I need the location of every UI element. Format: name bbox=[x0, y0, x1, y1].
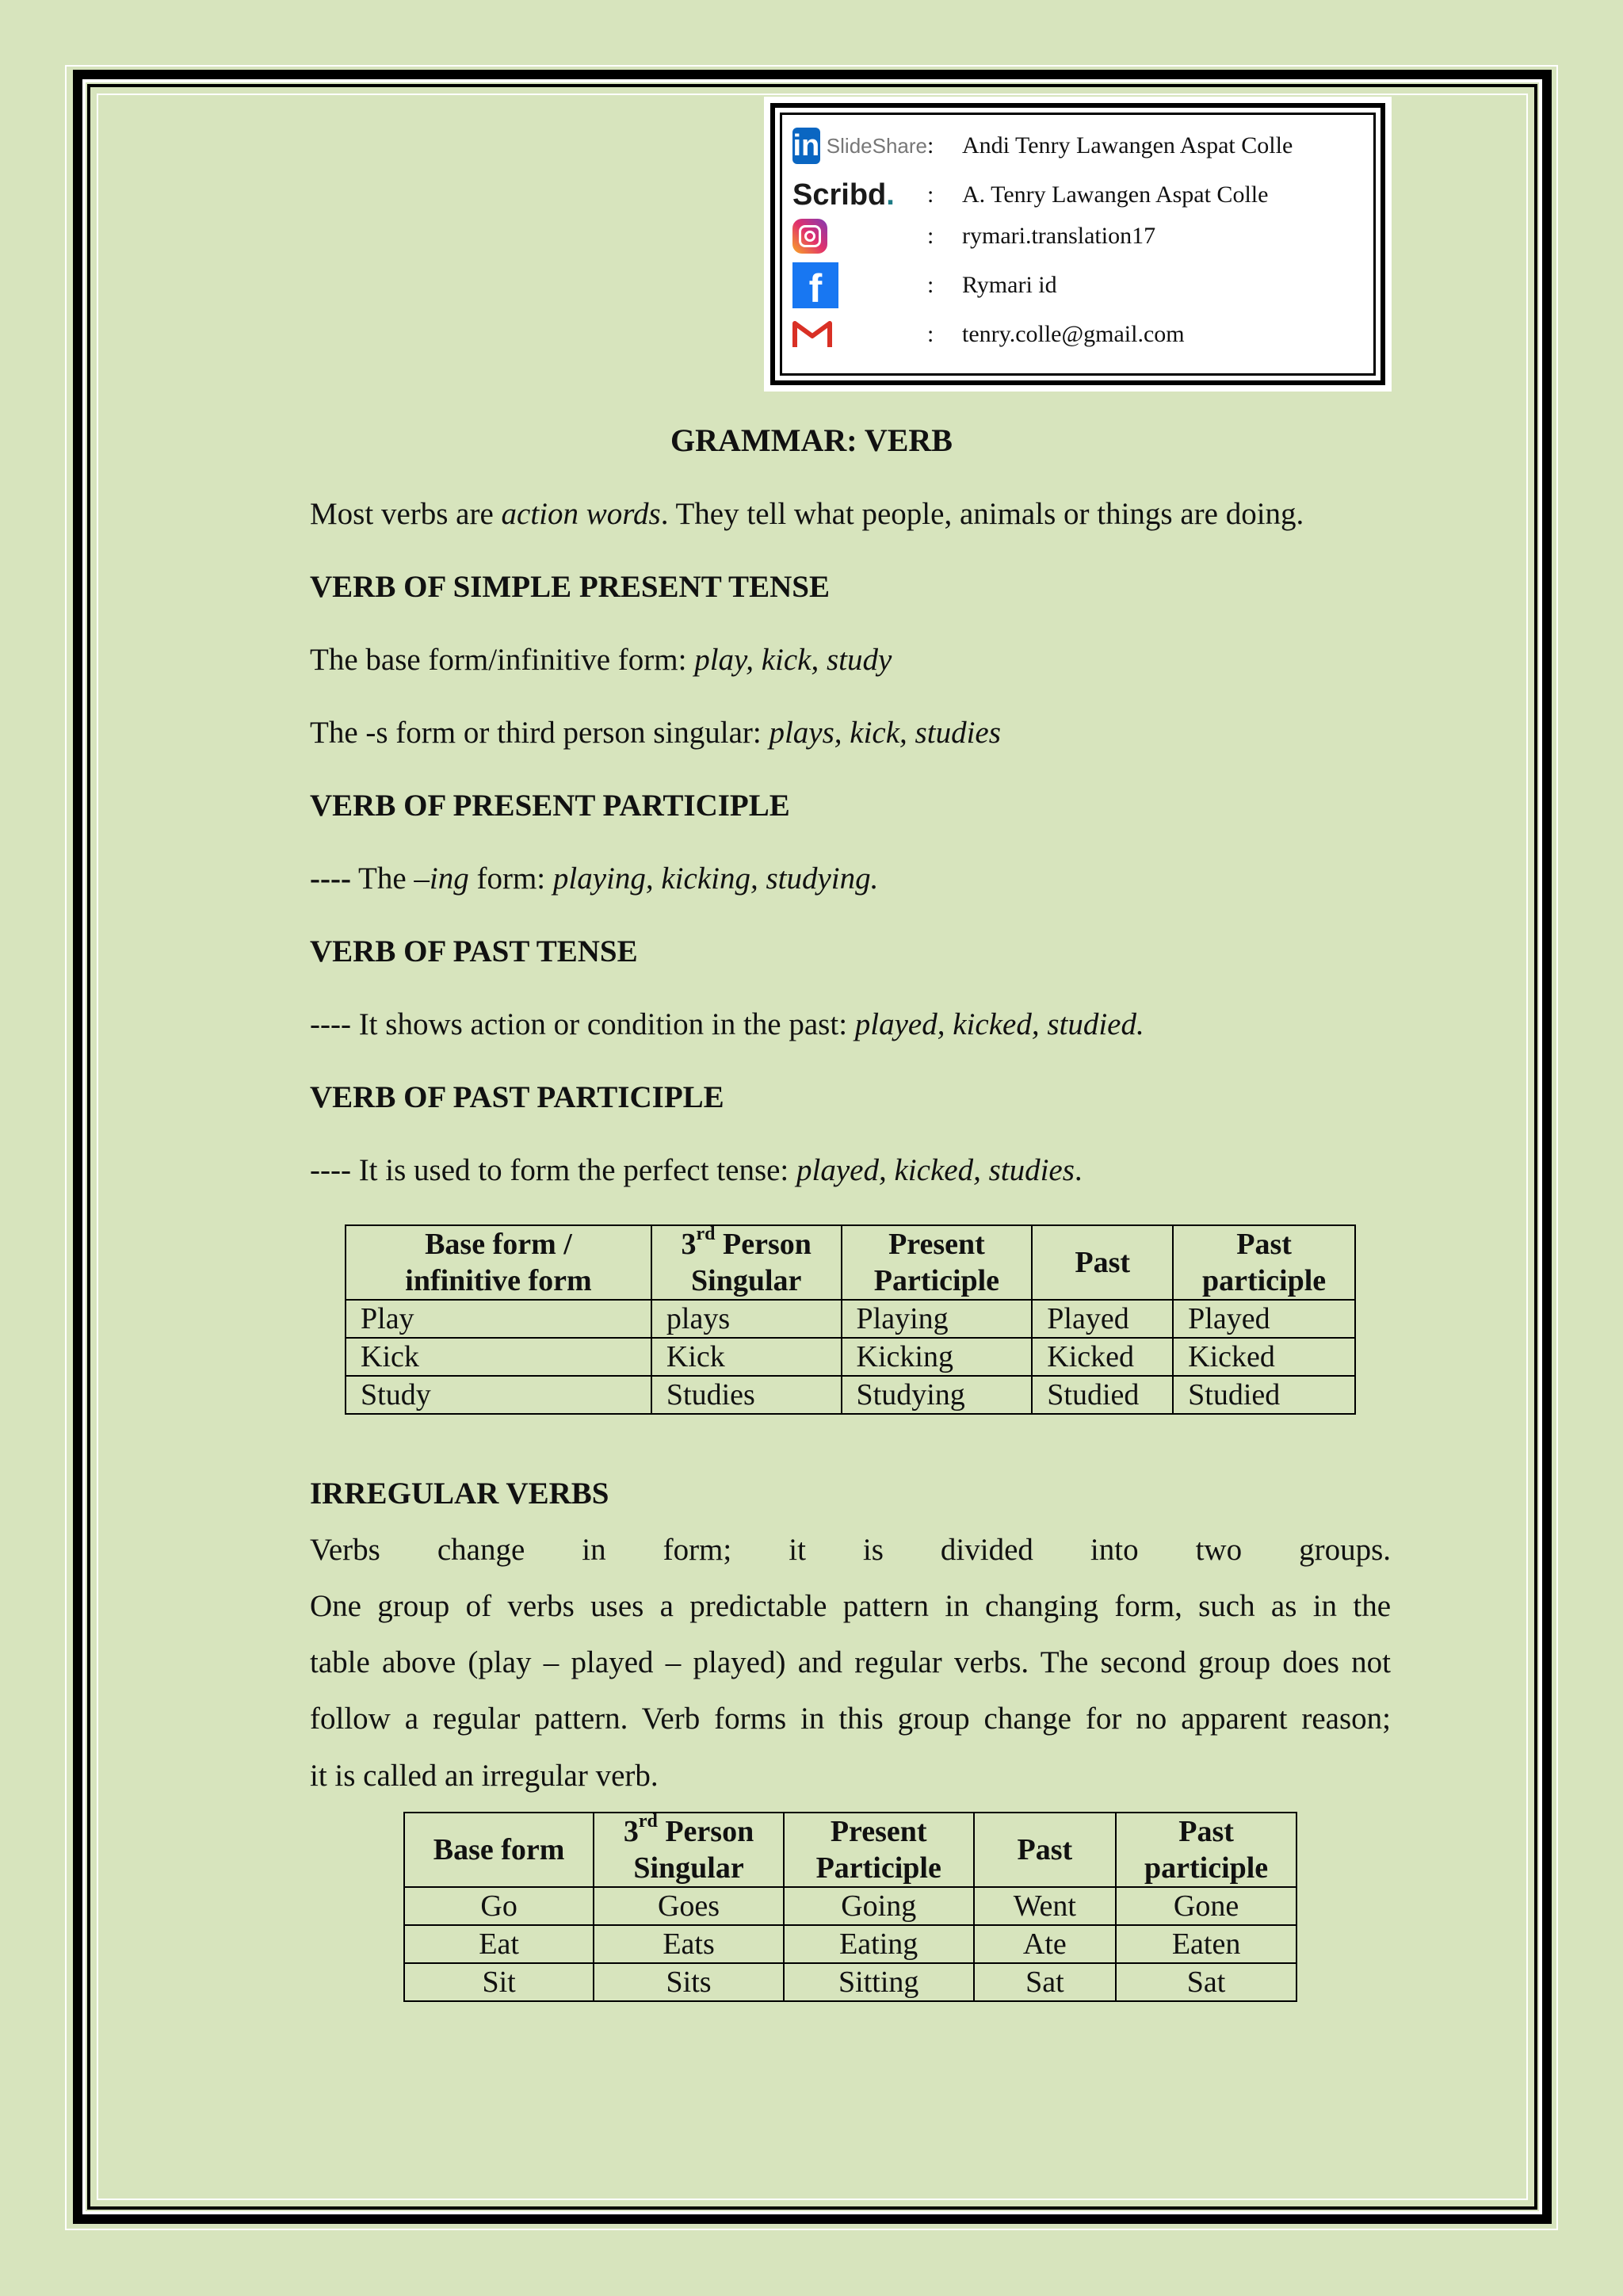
ing-suffix: –ing bbox=[414, 861, 469, 896]
table-header-row bbox=[346, 1225, 1355, 1300]
table-cell: Gone bbox=[1116, 1887, 1296, 1925]
colon: : bbox=[927, 223, 934, 249]
table-cell: Went bbox=[974, 1887, 1117, 1925]
past-tense-heading: VERB OF PAST TENSE bbox=[310, 934, 638, 968]
facebook-icon: f bbox=[792, 262, 838, 308]
intro-text: Most verbs are bbox=[310, 497, 502, 531]
scribd-logo-text: Scribd bbox=[792, 178, 887, 212]
instagram-handle: rymari.translation17 bbox=[962, 223, 1156, 249]
linkedin-slideshare-logo bbox=[792, 124, 927, 168]
intro-paragraph bbox=[310, 496, 1391, 532]
past-tense-text: ---- It shows action or condition in the past: bbox=[310, 1007, 855, 1041]
past-tense-examples: played, kicked, studied. bbox=[854, 1007, 1144, 1041]
gmail-logo bbox=[792, 312, 927, 357]
past-participle-text: ---- It is used to form the perfect tense: bbox=[310, 1153, 797, 1187]
slideshare-name: Andi Tenry Lawangen Aspat Colle bbox=[962, 132, 1293, 159]
table-cell: Eaten bbox=[1116, 1925, 1296, 1963]
table-cell: Eat bbox=[404, 1925, 594, 1963]
table-cell: Playing bbox=[842, 1300, 1033, 1338]
header-present-participle: Present Participle bbox=[842, 1225, 1033, 1300]
table-row bbox=[346, 1338, 1355, 1376]
table-row bbox=[346, 1376, 1355, 1414]
dash-marker: ---- bbox=[310, 861, 351, 896]
table-cell: Kicked bbox=[1032, 1338, 1173, 1376]
base-form-examples: play, kick, study bbox=[694, 643, 892, 677]
paragraph-line: table above (play – played – played) and regular verbs. The second group does not bbox=[310, 1645, 1391, 1679]
table-cell: Eats bbox=[594, 1925, 784, 1963]
table-cell: Played bbox=[1032, 1300, 1173, 1338]
base-form-line bbox=[310, 642, 1391, 678]
table-cell: Ate bbox=[974, 1925, 1117, 1963]
header-base-form: Base form bbox=[404, 1813, 594, 1887]
table-row bbox=[404, 1925, 1296, 1963]
colon: : bbox=[927, 132, 934, 159]
table-cell: Studied bbox=[1032, 1376, 1173, 1414]
past-tense-line bbox=[310, 1007, 1391, 1042]
contact-row-scribd bbox=[792, 173, 1363, 217]
instagram-logo bbox=[792, 214, 927, 258]
colon: : bbox=[927, 181, 934, 208]
header-past: Past bbox=[1032, 1225, 1173, 1300]
table-cell: Sits bbox=[594, 1963, 784, 2001]
table-cell: Going bbox=[784, 1887, 974, 1925]
contact-row-gmail bbox=[792, 312, 1363, 357]
table-cell: Sit bbox=[404, 1963, 594, 2001]
contact-row-slideshare bbox=[792, 124, 1363, 168]
past-participle-heading: VERB OF PAST PARTICIPLE bbox=[310, 1080, 724, 1114]
table-cell: Kick bbox=[651, 1338, 842, 1376]
s-form-text: The -s form or third person singular: bbox=[310, 716, 769, 750]
intro-text-end: . They tell what people, animals or things are doing. bbox=[660, 497, 1304, 531]
scribd-logo bbox=[792, 173, 927, 217]
slideshare-logo-text: SlideShare bbox=[826, 133, 927, 158]
table-cell: Play bbox=[346, 1300, 651, 1338]
header-past: Past bbox=[974, 1813, 1117, 1887]
table-cell: Goes bbox=[594, 1887, 784, 1925]
scribd-name: A. Tenry Lawangen Aspat Colle bbox=[962, 181, 1269, 208]
table-cell: plays bbox=[651, 1300, 842, 1338]
header-past-participle: Past participle bbox=[1116, 1813, 1296, 1887]
page-title: GRAMMAR: VERB bbox=[670, 422, 953, 458]
table-cell: Sat bbox=[1116, 1963, 1296, 2001]
table-row bbox=[404, 1887, 1296, 1925]
facebook-logo bbox=[792, 263, 927, 311]
table-row bbox=[404, 1963, 1296, 2001]
contact-row-facebook bbox=[792, 263, 1363, 311]
present-participle-heading: VERB OF PRESENT PARTICIPLE bbox=[310, 789, 790, 823]
irregular-verbs-heading: IRREGULAR VERBS bbox=[310, 1477, 609, 1511]
ing-form-line bbox=[310, 861, 1391, 896]
table-cell: Played bbox=[1173, 1300, 1355, 1338]
base-form-text: The base form/infinitive form: bbox=[310, 643, 695, 677]
contact-row-instagram bbox=[792, 214, 1363, 258]
simple-present-heading: VERB OF SIMPLE PRESENT TENSE bbox=[310, 570, 830, 604]
table-cell: Study bbox=[346, 1376, 651, 1414]
instagram-icon bbox=[792, 219, 827, 254]
header-past-participle: Past participle bbox=[1173, 1225, 1355, 1300]
scribd-icon: Scribd. bbox=[792, 178, 895, 212]
table-cell: Kicking bbox=[842, 1338, 1033, 1376]
table-cell: Sitting bbox=[784, 1963, 974, 2001]
ing-text: The bbox=[350, 861, 414, 896]
gmail-icon bbox=[792, 320, 832, 349]
ing-text-2: form: bbox=[468, 861, 553, 896]
header-third-person: 3rd Person Singular bbox=[594, 1813, 784, 1887]
header-base-form: Base form / infinitive form bbox=[346, 1225, 651, 1300]
irregular-paragraph bbox=[310, 1522, 1391, 1747]
past-participle-examples: played, kicked, studies bbox=[796, 1153, 1075, 1187]
paragraph-line: follow a regular pattern. Verb forms in this group change for no apparent reason; bbox=[310, 1702, 1391, 1736]
linkedin-icon: in bbox=[792, 128, 820, 164]
table-cell: Go bbox=[404, 1887, 594, 1925]
table-cell: Studies bbox=[651, 1376, 842, 1414]
past-participle-line bbox=[310, 1152, 1391, 1188]
s-form-examples: plays, kick, studies bbox=[769, 716, 1001, 750]
table-cell: Studying bbox=[842, 1376, 1033, 1414]
period: . bbox=[1074, 1153, 1083, 1187]
colon: : bbox=[927, 272, 934, 298]
email-address: tenry.colle@gmail.com bbox=[962, 321, 1185, 347]
colon: : bbox=[927, 321, 934, 347]
table-cell: Kicked bbox=[1173, 1338, 1355, 1376]
facebook-name: Rymari id bbox=[962, 272, 1057, 298]
contact-card bbox=[764, 97, 1392, 392]
paragraph-line: One group of verbs uses a predictable pattern in changing form, such as in the bbox=[310, 1589, 1391, 1623]
table-cell: Eating bbox=[784, 1925, 974, 1963]
paragraph-last-line: it is called an irregular verb. bbox=[310, 1759, 659, 1793]
paragraph-line: Verbs change in form; it is divided into two groups. bbox=[310, 1533, 1391, 1567]
table-cell: Sat bbox=[974, 1963, 1117, 2001]
intro-emphasis: action words bbox=[501, 497, 661, 531]
irregular-verb-table bbox=[403, 1812, 1297, 2002]
table-cell: Studied bbox=[1173, 1376, 1355, 1414]
s-form-line bbox=[310, 715, 1391, 751]
header-third-person: 3rd Person Singular bbox=[651, 1225, 842, 1300]
regular-verb-table bbox=[345, 1224, 1356, 1415]
header-present-participle: Present Participle bbox=[784, 1813, 974, 1887]
table-cell: Kick bbox=[346, 1338, 651, 1376]
table-header-row bbox=[404, 1813, 1296, 1887]
table-row bbox=[346, 1300, 1355, 1338]
ing-examples: playing, kicking, studying. bbox=[552, 861, 879, 896]
